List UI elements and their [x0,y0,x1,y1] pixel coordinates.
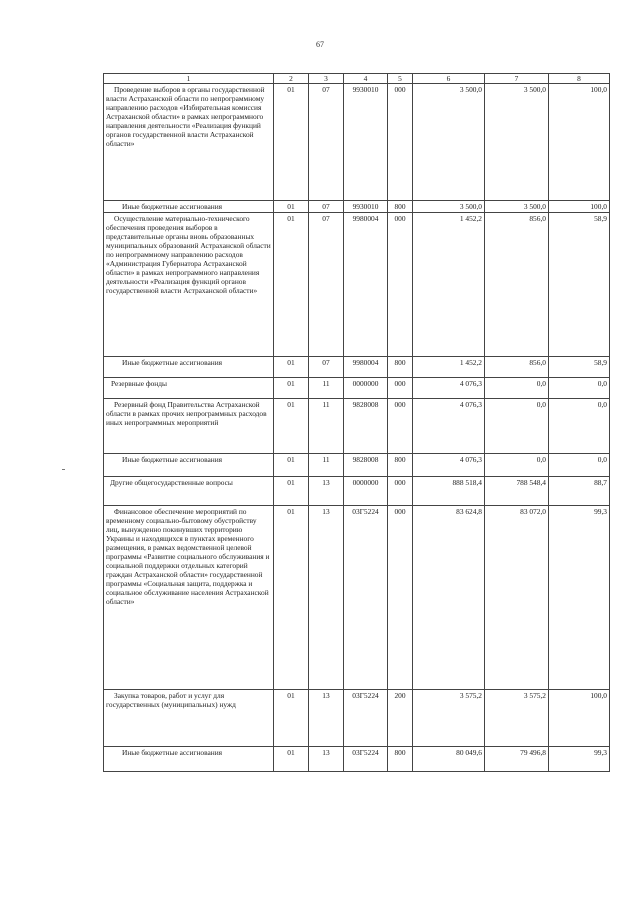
value-col8: 0,0 [549,378,610,399]
value-col8: 58,9 [549,213,610,357]
column-header: 2 [274,74,309,84]
section-code: 01 [274,201,309,213]
expense-type-code: 000 [388,399,413,454]
table-row [104,378,610,399]
expense-type-code: 000 [388,477,413,506]
value-col8: 88,7 [549,477,610,506]
subsection-code: 07 [309,201,344,213]
value-col6: 3 575,2 [413,690,485,747]
table-row [104,747,610,772]
section-code: 01 [274,506,309,690]
subsection-code: 07 [309,213,344,357]
expense-type-code: 200 [388,690,413,747]
table-row [104,357,610,378]
subsection-code: 13 [309,506,344,690]
section-code: 01 [274,213,309,357]
column-header: 4 [344,74,388,84]
column-header: 5 [388,74,413,84]
section-code: 01 [274,84,309,201]
value-col8: 0,0 [549,399,610,454]
target-article-code: 9930010 [344,201,388,213]
column-header: 6 [413,74,485,84]
expense-type-code: 000 [388,84,413,201]
table-row [104,454,610,477]
page-number: 67 [316,40,324,49]
value-col6: 3 500,0 [413,84,485,201]
column-header: 7 [485,74,549,84]
section-code: 01 [274,477,309,506]
value-col6: 4 076,3 [413,399,485,454]
value-col8: 99,3 [549,747,610,772]
table-row [104,477,610,506]
section-code: 01 [274,454,309,477]
expense-type-code: 000 [388,213,413,357]
target-article-code: 9828008 [344,454,388,477]
value-col7: 3 500,0 [485,84,549,201]
target-article-code: 9980004 [344,213,388,357]
value-col7: 83 072,0 [485,506,549,690]
subsection-code: 07 [309,84,344,201]
value-col7: 0,0 [485,399,549,454]
value-col6: 83 624,8 [413,506,485,690]
value-col7: 788 548,4 [485,477,549,506]
value-col6: 888 518,4 [413,477,485,506]
subsection-code: 11 [309,378,344,399]
subsection-code: 11 [309,454,344,477]
table-row [104,201,610,213]
expense-name: Проведение выборов в органы государственной власти Астраханской области по непрограммному направлению расходов «Избирательная комиссия Астраханской области» в рамках непрограммного направления деятельности «Реализация функций органов государственной власти Астраханской области» [104,84,274,201]
value-col6: 3 500,0 [413,201,485,213]
table-row [104,690,610,747]
section-code: 01 [274,357,309,378]
target-article-code: 03Г5224 [344,747,388,772]
subsection-code: 13 [309,690,344,747]
subsection-code: 13 [309,747,344,772]
expense-type-code: 800 [388,357,413,378]
value-col8: 0,0 [549,454,610,477]
expense-name: Другие общегосударственные вопросы [104,477,274,506]
expense-name: Закупка товаров, работ и услуг для государственных (муниципальных) нужд [104,690,274,747]
value-col7: 79 496,8 [485,747,549,772]
section-code: 01 [274,747,309,772]
expense-name: Иные бюджетные ассигнования [104,357,274,378]
expense-type-code: 000 [388,378,413,399]
column-header: 3 [309,74,344,84]
section-code: 01 [274,378,309,399]
section-code: 01 [274,690,309,747]
table-row [104,399,610,454]
value-col8: 58,9 [549,357,610,378]
scan-artifact [62,469,65,470]
expense-type-code: 800 [388,747,413,772]
expense-name: Финансовое обеспечение мероприятий по временному социально-бытовому обустройству лиц, вынужденно покинувших территорию Украины и находящихся в пунктах временного размещения, в рамках ведомственной целевой программы «Развитие социального обслуживания и социальной поддержки отдельных категорий граждан Астраханской области» государственной программы «Социальная защита, поддержка и социальное обслуживание населения Астраханской области» [104,506,274,690]
expense-type-code: 800 [388,454,413,477]
column-header: 8 [549,74,610,84]
table-header-row [104,74,610,84]
value-col7: 3 500,0 [485,201,549,213]
value-col6: 80 049,6 [413,747,485,772]
table-row [104,506,610,690]
subsection-code: 13 [309,477,344,506]
expense-type-code: 000 [388,506,413,690]
expense-type-code: 800 [388,201,413,213]
budget-table [103,73,610,772]
value-col7: 3 575,2 [485,690,549,747]
value-col7: 856,0 [485,357,549,378]
value-col6: 1 452,2 [413,357,485,378]
target-article-code: 0000000 [344,378,388,399]
target-article-code: 9980004 [344,357,388,378]
target-article-code: 9930010 [344,84,388,201]
target-article-code: 03Г5224 [344,506,388,690]
expense-name: Иные бюджетные ассигнования [104,454,274,477]
expense-name: Иные бюджетные ассигнования [104,201,274,213]
value-col8: 100,0 [549,84,610,201]
subsection-code: 11 [309,399,344,454]
value-col8: 100,0 [549,690,610,747]
table-row [104,213,610,357]
column-header: 1 [104,74,274,84]
value-col6: 1 452,2 [413,213,485,357]
target-article-code: 03Г5224 [344,690,388,747]
subsection-code: 07 [309,357,344,378]
expense-name: Резервные фонды [104,378,274,399]
expense-name: Иные бюджетные ассигнования [104,747,274,772]
value-col7: 0,0 [485,454,549,477]
value-col7: 856,0 [485,213,549,357]
expense-name: Резервный фонд Правительства Астраханской области в рамках прочих непрограммных расходов иных непрограммных мероприятий [104,399,274,454]
value-col8: 99,3 [549,506,610,690]
expense-name: Осуществление материально-технического обеспечения проведения выборов в представительные органы вновь образованных муниципальных образований Астраханской области по непрограммному направлению расходов «Администрация Губернатора Астраханской области» в рамках непрограммного направления деятельности «Реализация функций органов государственной власти Астраханской области» [104,213,274,357]
value-col6: 4 076,3 [413,378,485,399]
value-col7: 0,0 [485,378,549,399]
table-row [104,84,610,201]
target-article-code: 9828008 [344,399,388,454]
value-col8: 100,0 [549,201,610,213]
section-code: 01 [274,399,309,454]
target-article-code: 0000000 [344,477,388,506]
value-col6: 4 076,3 [413,454,485,477]
